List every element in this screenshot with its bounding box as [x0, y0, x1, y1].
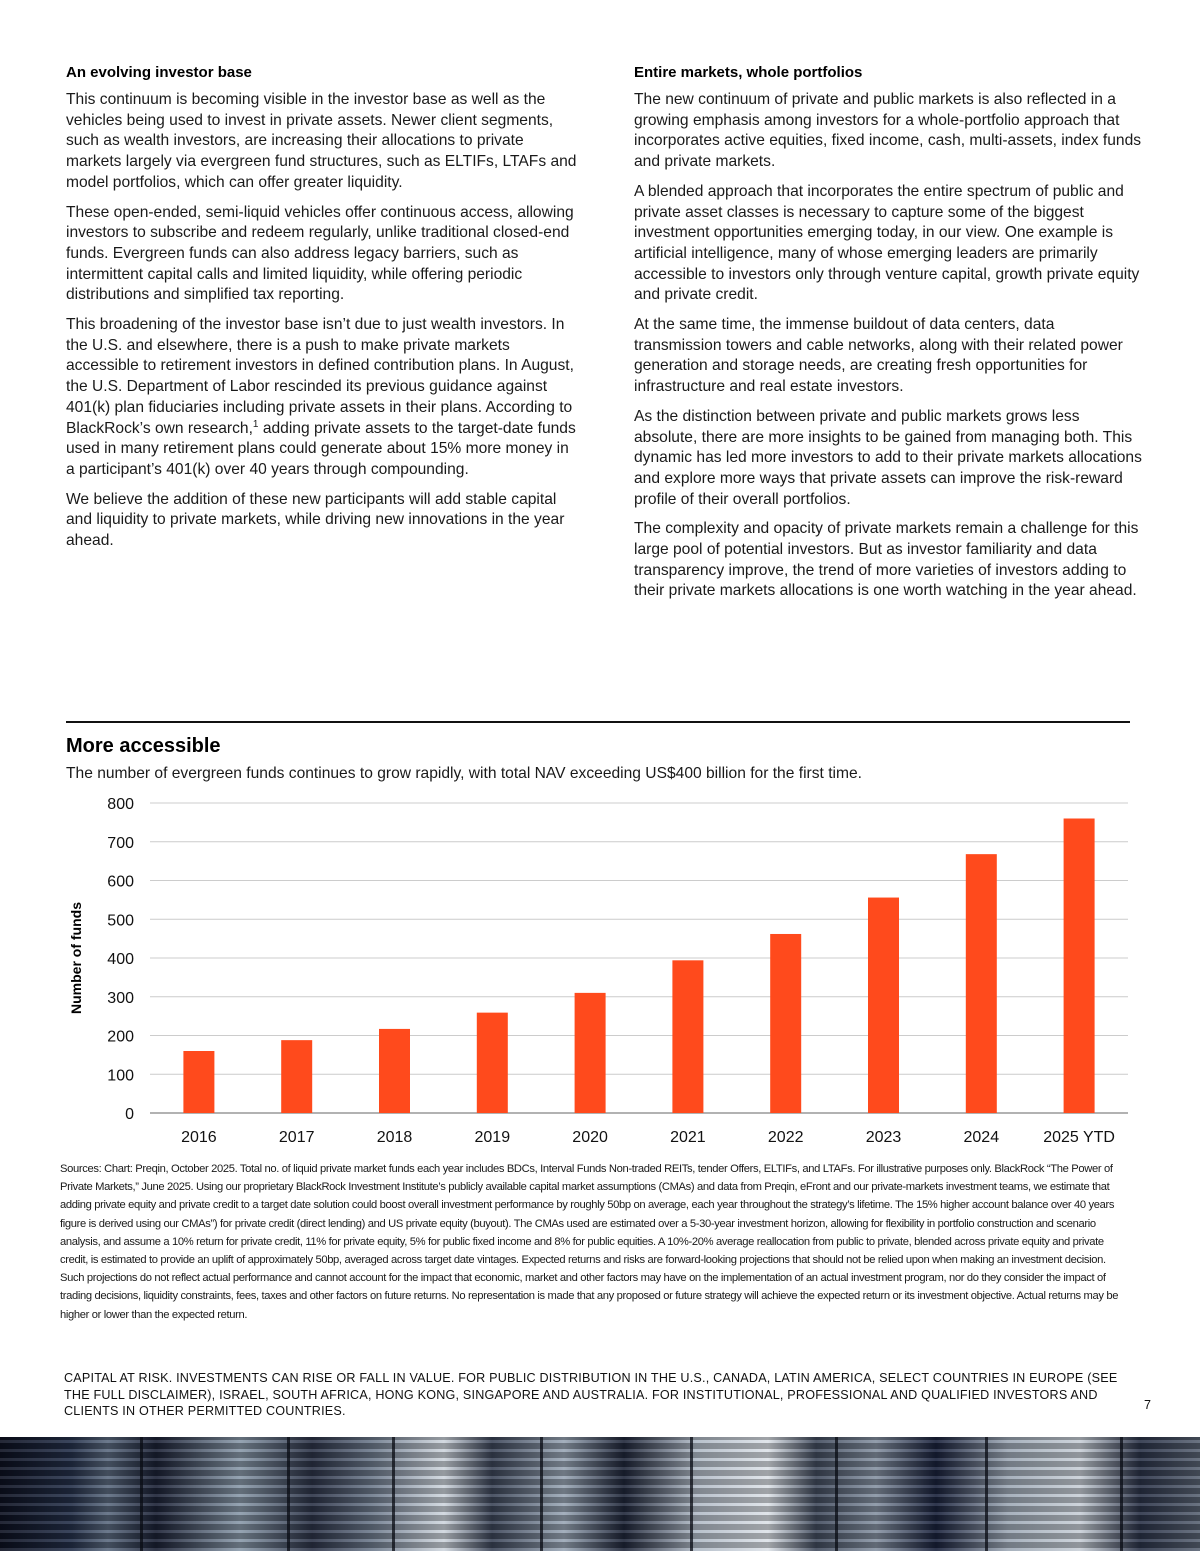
x-tick-label: 2019 [474, 1129, 511, 1146]
y-tick-label: 500 [107, 912, 134, 930]
bar-2025-ytd [1064, 819, 1095, 1114]
bar-2024 [966, 854, 997, 1113]
right-paragraph-5: The complexity and opacity of private markets remain a challenge for this large pool of potential investors. But as investor familiarity and data transparency improve, the trend of more varieties of investors adding to their private markets allocations is one worth watching in the year ahead. [634, 520, 1139, 600]
y-tick-label: 0 [125, 1106, 134, 1123]
right-column-heading: Entire markets, whole portfolios [634, 64, 863, 81]
left-paragraph-3-part-2: adding private assets to the target-date funds used in many retirement plans could generate about 15% more money in a participant’s 401(k) over 40 years through compounding. [66, 419, 576, 478]
right-paragraph-2: A blended approach that incorporates the entire spectrum of public and private asset classes is necessary to capture some of the biggest investment opportunities emerging today, in our view. One example is artificial intelligence, many of whose emerging leaders are primarily accessible to investors only through venture capital, growth private equity and private credit. [634, 182, 1140, 304]
x-tick-label: 2025 YTD [1043, 1129, 1115, 1146]
bar-2019 [477, 1013, 508, 1113]
chart-bars [183, 819, 1094, 1114]
y-tick-label: 400 [107, 951, 134, 968]
bar-2018 [379, 1029, 410, 1113]
y-tick-label: 200 [107, 1028, 134, 1046]
footnote-reference[interactable]: 1 [252, 418, 259, 430]
section-divider [66, 721, 1130, 723]
chart-sources: Sources: Chart: Preqin, October 2025. Total no. of liquid private market funds each year includes BDCs, Interval Funds Non-traded REITs, tender Offers, ELTIFs, and LTAFs. For illustrative purposes only. BlackRock “The Power of Private Markets,” June 2025. Using our proprietary BlackRock Investment Institute’s publicly available capital market assumptions (CMAs) and data from Preqin, eFront and our private-markets investment teams, we estimate that adding private equity and private credit to a target date solution could boost overall investment performance by roughly 50bp on average, each year throughout the strategy’s lifetime. The 15% higher account balance over 40 years figure is derived using our CMAs”) for private credit (direct lending) and US private equity (buyout). The CMAs used are estimated over a 5-30-year investment horizon, allowing for flexibility in portfolio construction and scenario analysis, and assume a 10% return for private credit, 11% for private equity, 5% for public fixed income and 8% for public equities. A 10%-20% average reallocation from public to private, blended across private equity and private credit, is estimated to provide an uplift of approximately 50bp, averaged across target date vintages. Expected returns and risks are forward-looking projections that should not be relied upon when making an investment decision. Such projections do not reflect actual performance and cannot account for the impact that economic, market and other factors may have on the implementation of an actual investment program, nor do they consider the impact of trading decisions, liquidity constraints, fees, taxes and other factors on future returns. No representation is made that any proposed or future strategy will achieve the expected return or its investment objective. Actual returns may be higher or lower than the expected return. [60, 1163, 1119, 1321]
left-paragraph-4: We believe the addition of these new participants will add stable capital and liquidity to private markets, while driving new innovations in the year ahead. [66, 490, 565, 550]
x-axis-ticks [181, 1129, 1115, 1146]
x-tick-label: 2020 [572, 1129, 608, 1146]
chart-subtitle: The number of evergreen funds continues to grow rapidly, with total NAV exceeding US$400 billion for the first time. [66, 765, 862, 782]
x-tick-label: 2024 [963, 1129, 1000, 1146]
x-tick-label: 2018 [376, 1129, 413, 1146]
risk-disclaimer: CAPITAL AT RISK. INVESTMENTS CAN RISE OR FALL IN VALUE. FOR PUBLIC DISTRIBUTION IN THE U.S., CANADA, LATIN AMERICA, SELECT COUNTRIES IN EUROPE (SEE THE FULL DISCLAIMER), ISRAEL, SOUTH AFRICA, HONG KONG, SINGAPORE AND AUSTRALIA. FOR INSTITUTIONAL, PROFESSIONAL AND QUALIFIED INVESTORS AND CLIENTS IN OTHER PERMITTED COUNTRIES. [64, 1371, 1118, 1418]
bar-2021 [672, 960, 703, 1113]
x-tick-label: 2022 [767, 1129, 804, 1146]
y-tick-label: 100 [107, 1067, 134, 1085]
x-tick-label: 2023 [865, 1129, 902, 1146]
y-axis-label: Number of funds [68, 902, 84, 1014]
bar-chart [60, 790, 1130, 1150]
left-column [66, 62, 581, 561]
left-paragraph-3 [66, 315, 581, 481]
y-tick-label: 800 [107, 796, 134, 813]
y-tick-label: 700 [107, 834, 134, 852]
page-number: 7 [1144, 1398, 1152, 1412]
left-column-heading: An evolving investor base [66, 64, 252, 81]
right-paragraph-1: The new continuum of private and public markets is also reflected in a growing emphasis among investors for a whole-portfolio approach that incorporates active equities, fixed income, cash, multi-assets, index funds and private markets. [634, 91, 1142, 171]
left-paragraph-1: This continuum is becoming visible in the investor base as well as the vehicles being used to invest in private assets. Newer client segments, such as wealth investors, are increasing their allocations to private markets largely via evergreen fund structures, such as ELTIFs, LTAFs and model portfolios, which can offer greater liquidity. [66, 91, 577, 191]
bar-2022 [770, 934, 801, 1113]
y-tick-label: 600 [107, 873, 134, 891]
chart-title: More accessible [66, 735, 221, 757]
left-paragraph-3-part-1: This broadening of the investor base isn’t due to just wealth investors. In the U.S. and elsewhere, there is a push to make private markets accessible to retirement investors in defined contribution plans. In August, the U.S. Department of Labor rescinded its previous guidance against 401(k) plan fiduciaries including private assets in their plans. According to BlackRock’s own research, [66, 316, 574, 437]
bar-2016 [183, 1051, 214, 1113]
x-tick-label: 2021 [670, 1129, 706, 1146]
left-paragraph-2: These open-ended, semi-liquid vehicles offer continuous access, allowing investors to subscribe and redeem regularly, unlike traditional closed-end funds. Evergreen funds can also address legacy barriers, such as intermittent capital calls and limited liquidity, while offering periodic distributions and simplified tax reporting. [66, 203, 574, 304]
y-axis-ticks [107, 796, 134, 1123]
bar-2017 [281, 1040, 312, 1113]
y-tick-label: 300 [107, 989, 134, 1007]
right-column [634, 62, 1146, 611]
bar-2020 [575, 993, 606, 1113]
bar-2023 [868, 898, 899, 1113]
right-paragraph-3: At the same time, the immense buildout of data centers, data transmission towers and cable networks, along with their related power generation and storage needs, are creating fresh opportunities for infrastructure and real estate investors. [634, 316, 1123, 396]
right-paragraph-4: As the distinction between private and public markets grows less absolute, there are more insights to be gained from managing both. This dynamic has led more investors to add to their private markets allocations and explore more ways that private assets can improve the risk-reward profile of their overall portfolios. [634, 407, 1142, 508]
x-tick-label: 2016 [181, 1129, 217, 1146]
footer-photo-banner [0, 1437, 1200, 1551]
x-tick-label: 2017 [278, 1129, 315, 1146]
